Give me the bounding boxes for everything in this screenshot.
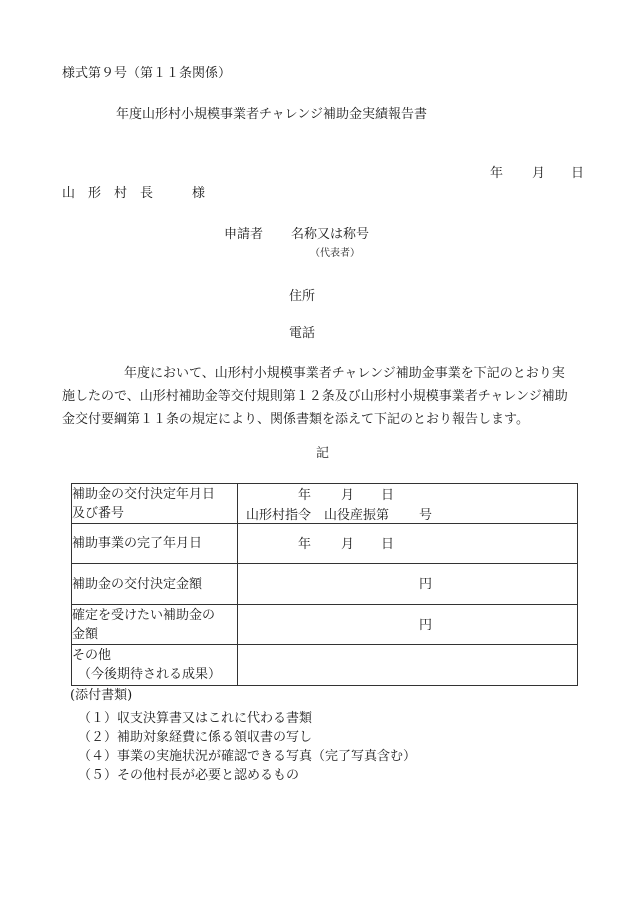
attachments-title: (添付書類) xyxy=(70,688,133,703)
completion-year-label: 年 xyxy=(298,537,312,552)
document-title: 年度山形村小規模事業者チャレンジ補助金実績報告書 xyxy=(116,107,427,122)
ki-heading: 記 xyxy=(316,446,330,461)
decision-date-label-1: 補助金の交付決定年月日 xyxy=(72,486,216,502)
completion-day-label: 日 xyxy=(381,537,395,552)
requested-amount-label-1: 確定を受けたい補助金の xyxy=(72,607,216,623)
body-line-3: 金交付要綱第１１条の規定により、関係書類を添えて下記のとおり報告します。 xyxy=(62,412,529,427)
requested-amount-yen-unit: 円 xyxy=(419,618,433,633)
form-number: 様式第９号（第１１条関係） xyxy=(62,66,232,81)
body-text xyxy=(62,362,582,431)
decision-ref-suffix: 号 xyxy=(419,508,433,523)
body-line-2: 施したので、山形村補助金等交付規則第１２条及び山形村小規模事業者チャレンジ補助 xyxy=(62,389,568,404)
decision-date-label-2: 及び番号 xyxy=(72,505,125,521)
attachment-item-4: （４）事業の実施状況が確認できる写真（完了写真含む） xyxy=(78,749,417,764)
decision-month-label: 月 xyxy=(341,488,355,503)
table-row-completion-date xyxy=(72,524,578,564)
completion-date-label: 補助事業の完了年月日 xyxy=(72,524,238,564)
table-row-other xyxy=(72,645,578,686)
completion-month-label: 月 xyxy=(341,537,355,552)
attachment-item-2: （２）補助対象経費に係る領収書の写し xyxy=(78,730,313,745)
requested-amount-label-2: 金額 xyxy=(72,626,99,642)
decided-amount-value-cell[interactable] xyxy=(238,564,578,605)
decision-date-label-cell xyxy=(72,484,238,524)
table-row-requested-amount xyxy=(72,605,578,645)
address-label: 住所 xyxy=(289,289,316,304)
completion-date-value-cell[interactable] xyxy=(238,524,578,564)
body-line-1: 年度において、山形村小規模事業者チャレンジ補助金事業を下記のとおり実 xyxy=(124,366,565,381)
decision-ref-prefix: 山形村指令 山役産振第 xyxy=(246,508,390,523)
date-year-label: 年 xyxy=(490,166,504,181)
phone-label: 電話 xyxy=(289,326,316,341)
addressee: 山 形 村 長 様 xyxy=(62,186,206,201)
date-day-label: 日 xyxy=(571,166,585,181)
decided-amount-yen-unit: 円 xyxy=(419,577,433,592)
attachment-item-5: （５）その他村長が必要と認めるもの xyxy=(78,768,300,783)
applicant-label: 申請者 xyxy=(224,227,264,242)
applicant-name-label: 名称又は称号 xyxy=(291,227,370,242)
other-label-cell xyxy=(72,645,238,686)
other-label-2: （今後期待される成果） xyxy=(78,667,222,682)
decision-date-value-cell[interactable] xyxy=(238,484,578,524)
table-row-decision-date xyxy=(72,484,578,524)
applicant-representative-label: （代表者） xyxy=(310,248,360,259)
requested-amount-label-cell xyxy=(72,605,238,645)
report-table xyxy=(71,483,578,686)
requested-amount-value-cell[interactable] xyxy=(238,605,578,645)
decision-day-label: 日 xyxy=(381,488,395,503)
date-month-label: 月 xyxy=(532,166,546,181)
table-row-decided-amount xyxy=(72,564,578,605)
other-value-cell[interactable] xyxy=(238,645,578,686)
decided-amount-label: 補助金の交付決定金額 xyxy=(72,564,238,605)
decision-year-label: 年 xyxy=(298,488,312,503)
attachment-item-1: （１）収支決算書又はこれに代わる書類 xyxy=(78,711,313,726)
other-label-1: その他 xyxy=(72,648,112,663)
